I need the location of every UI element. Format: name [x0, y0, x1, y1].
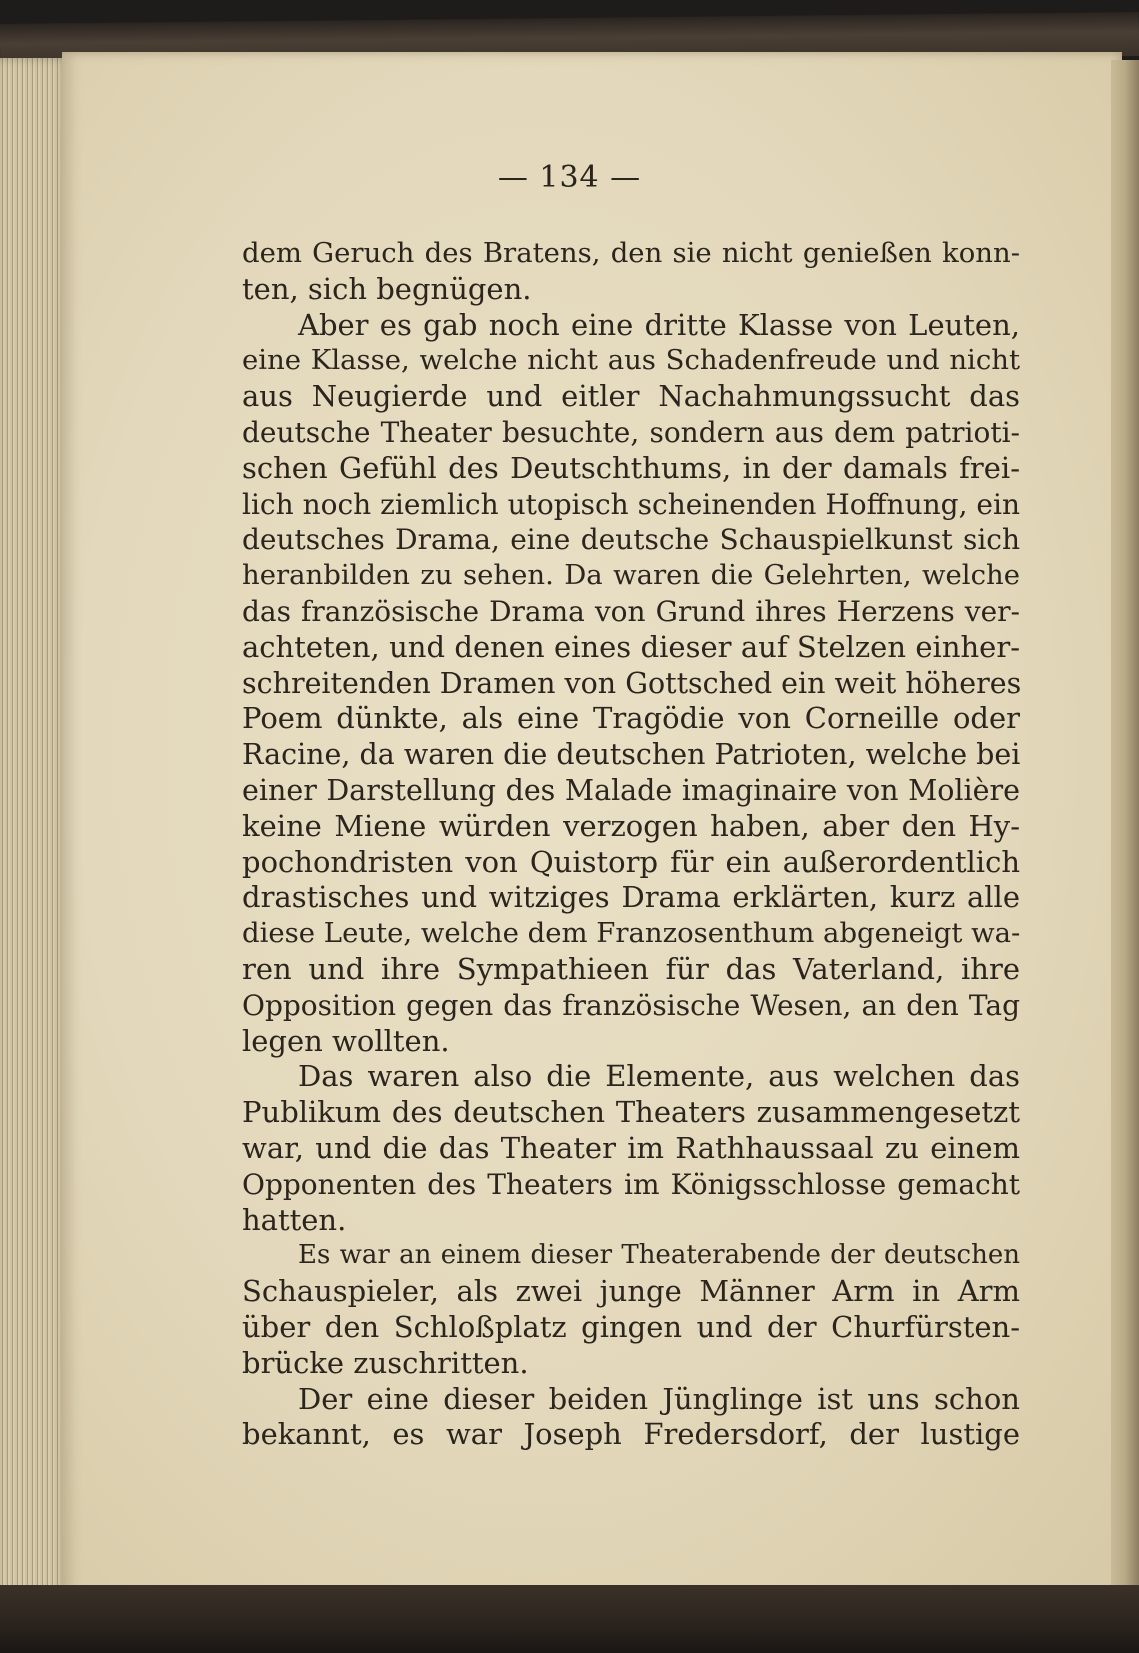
text-line: hatten. [242, 1202, 347, 1237]
text-line: schen Gefühl des Deutschthums, in der damals frei- [242, 450, 1020, 485]
text-line: Racine, da waren die deutschen Patrioten, welche bei [242, 738, 1021, 772]
text-line: heranbilden zu sehen. Da waren die Gelehrten, welche [242, 559, 1020, 592]
body-text [242, 236, 1020, 1453]
text-line: war, und die das Theater im Rathhaussaal zu einem [242, 1130, 1020, 1165]
text-line: achteten, und denen eines dieser auf Stelzen einher- [242, 629, 1020, 664]
next-page-edge [1111, 60, 1139, 1600]
text-line: schreitenden Dramen von Gottsched ein weit höheres [242, 666, 1022, 700]
text-line: diese Leute, welche dem Franzosenthum abgeneigt wa- [242, 917, 1021, 950]
page-edges [0, 58, 70, 1598]
book-cover-bottom [0, 1585, 1139, 1653]
text-line: deutsches Drama, eine deutsche Schauspielkunst sich [242, 523, 1020, 557]
text-line: bekannt, es war Joseph Fredersdorf, der lustige [242, 1417, 1020, 1452]
page-number: — 134 — [497, 160, 642, 195]
text-line: Aber es gab noch eine dritte Klasse von Leuten, [298, 307, 1020, 342]
text-line: pochondristen von Quistorp für ein außerordentlich [242, 844, 1020, 879]
text-line: eine Klasse, welche nicht aus Schadenfreude und nicht [242, 344, 1020, 377]
text-line: Schauspieler, als zwei junge Männer Arm in Arm [242, 1274, 1020, 1309]
text-line: lich noch ziemlich utopisch scheinenden Hoffnung, ein [242, 487, 1020, 521]
text-line: Das waren also die Elemente, aus welchen das [298, 1059, 1020, 1094]
text-line: deutsche Theater besuchte, sondern aus dem patrioti- [242, 415, 1020, 449]
text-line: ten, sich begnügen. [242, 271, 532, 306]
text-line: Publikum des deutschen Theaters zusammengesetzt [242, 1095, 1020, 1130]
text-line: einer Darstellung des Malade imaginaire von Molière [242, 773, 1020, 807]
text-line: brücke zuschritten. [242, 1345, 529, 1380]
text-line: aus Neugierde und eitler Nachahmungssucht das [242, 379, 1020, 414]
text-line: das französische Drama von Grund ihres Herzens ver- [242, 594, 1020, 628]
text-line: Es war an einem dieser Theaterabende der deutschen [298, 1240, 1020, 1271]
text-line: Der eine dieser beiden Jünglinge ist uns schon [298, 1381, 1020, 1416]
text-line: Opponenten des Theaters im Königsschlosse gemacht [242, 1167, 1020, 1201]
text-line: drastisches und witziges Drama erklärten, kurz alle [242, 880, 1020, 915]
text-line: ren und ihre Sympathieen für das Vaterland, ihre [242, 951, 1020, 986]
text-line: dem Geruch des Bratens, den sie nicht genießen konn- [242, 237, 1020, 269]
text-line: Opposition gegen das französische Wesen, an den Tag [242, 988, 1020, 1022]
text-line: über den Schloßplatz gingen und der Churfürsten- [242, 1309, 1020, 1344]
text-line: keine Miene würden verzogen haben, aber den Hy- [242, 808, 1020, 843]
text-line: Poem dünkte, als eine Tragödie von Corneille oder [242, 701, 1020, 736]
text-line: legen wollten. [242, 1023, 450, 1058]
